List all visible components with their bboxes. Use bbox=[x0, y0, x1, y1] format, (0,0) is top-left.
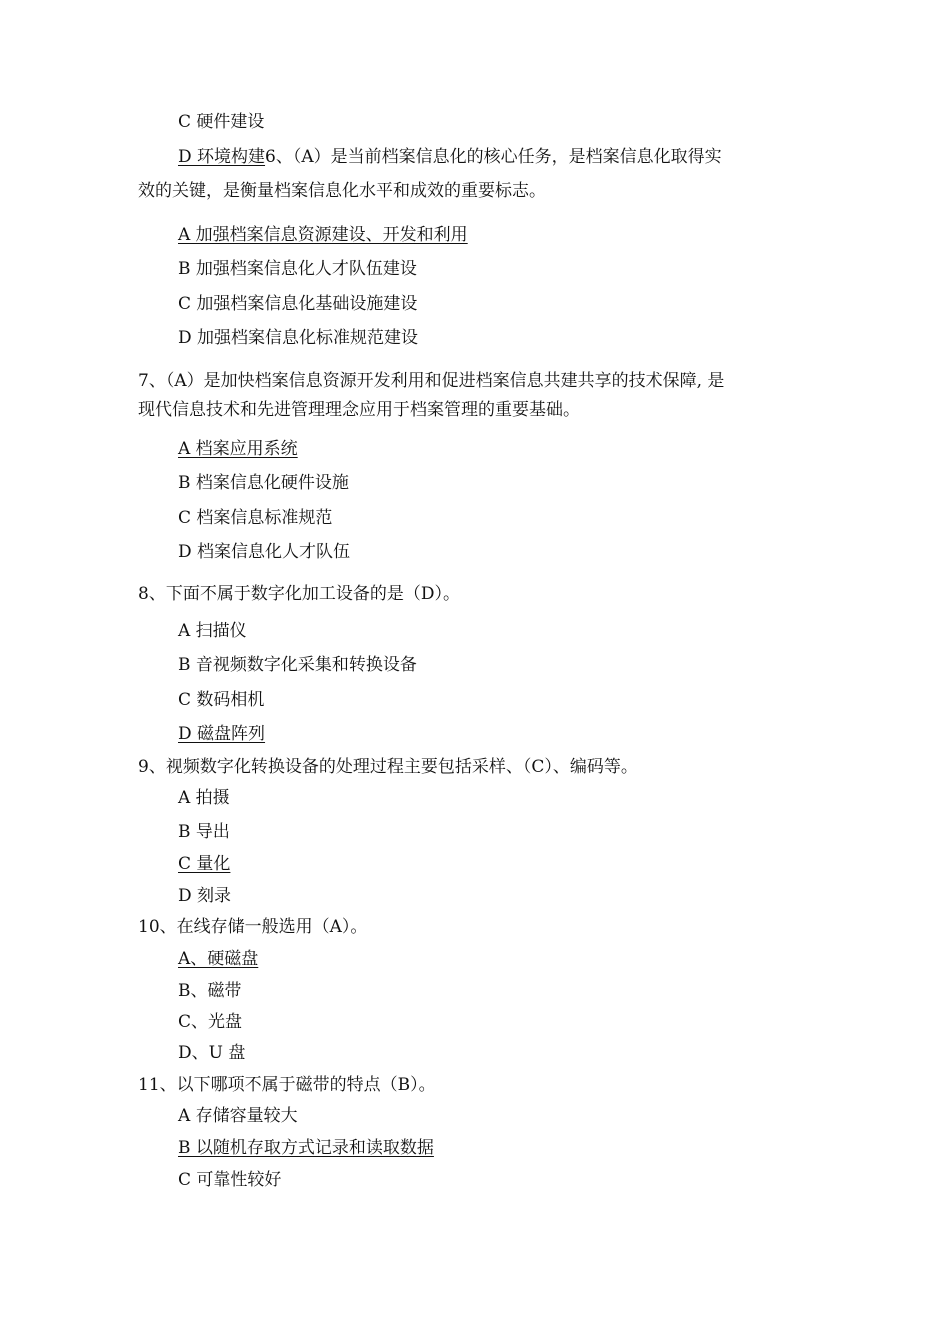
q11-option-c: C 可靠性较好 bbox=[178, 1170, 282, 1190]
question-7-line-2: 现代信息技术和先进管理理念应用于档案管理的重要基础。 bbox=[138, 400, 580, 420]
q11-option-a: A 存储容量较大 bbox=[178, 1106, 298, 1126]
question-6-text: 6、（A）是当前档案信息化的核心任务，是档案信息化取得实 bbox=[265, 147, 722, 167]
q7-option-c: C 档案信息标准规范 bbox=[178, 508, 333, 528]
q10-option-c: C、光盘 bbox=[178, 1012, 243, 1032]
q6-option-b: B 加强档案信息化人才队伍建设 bbox=[178, 259, 417, 279]
q7-option-b: B 档案信息化硬件设施 bbox=[178, 473, 349, 493]
answer-option-d-environment: D 环境构建 bbox=[178, 147, 266, 167]
q10-option-d: D、U 盘 bbox=[178, 1043, 246, 1063]
q7-option-d: D 档案信息化人才队伍 bbox=[178, 542, 351, 562]
q7-option-a-answer: A 档案应用系统 bbox=[178, 439, 298, 459]
q9-option-a: A 拍摄 bbox=[178, 788, 230, 808]
question-11: 11、以下哪项不属于磁带的特点（B）。 bbox=[138, 1075, 436, 1095]
question-6-line-1 bbox=[178, 145, 722, 169]
question-7-line-1: 7、（A）是加快档案信息资源开发利用和促进档案信息共建共享的技术保障, 是 bbox=[138, 371, 725, 391]
q10-option-b: B、磁带 bbox=[178, 981, 242, 1001]
question-8: 8、下面不属于数字化加工设备的是（D）。 bbox=[138, 584, 460, 604]
q9-option-c-answer: C 量化 bbox=[178, 854, 231, 874]
q10-option-a-answer: A、硬磁盘 bbox=[178, 949, 259, 969]
q8-option-d-answer: D 磁盘阵列 bbox=[178, 724, 266, 744]
q6-option-d: D 加强档案信息化标准规范建设 bbox=[178, 328, 419, 348]
q11-option-b-answer: B 以随机存取方式记录和读取数据 bbox=[178, 1138, 434, 1158]
q8-option-b: B 音视频数字化采集和转换设备 bbox=[178, 655, 417, 675]
q8-option-a: A 扫描仪 bbox=[178, 621, 247, 641]
question-10: 10、在线存储一般选用（A）。 bbox=[138, 917, 368, 937]
question-6-line-2: 效的关键，是衡量档案信息化水平和成效的重要标志。 bbox=[138, 181, 546, 201]
question-9: 9、视频数字化转换设备的处理过程主要包括采样、（C）、编码等。 bbox=[138, 757, 638, 777]
q9-option-b: B 导出 bbox=[178, 822, 230, 842]
q6-option-a-answer: A 加强档案信息资源建设、开发和利用 bbox=[178, 225, 468, 245]
q9-option-d: D 刻录 bbox=[178, 886, 232, 906]
q6-option-c: C 加强档案信息化基础设施建设 bbox=[178, 294, 418, 314]
option-c-hardware: C 硬件建设 bbox=[178, 112, 265, 132]
q8-option-c: C 数码相机 bbox=[178, 690, 265, 710]
